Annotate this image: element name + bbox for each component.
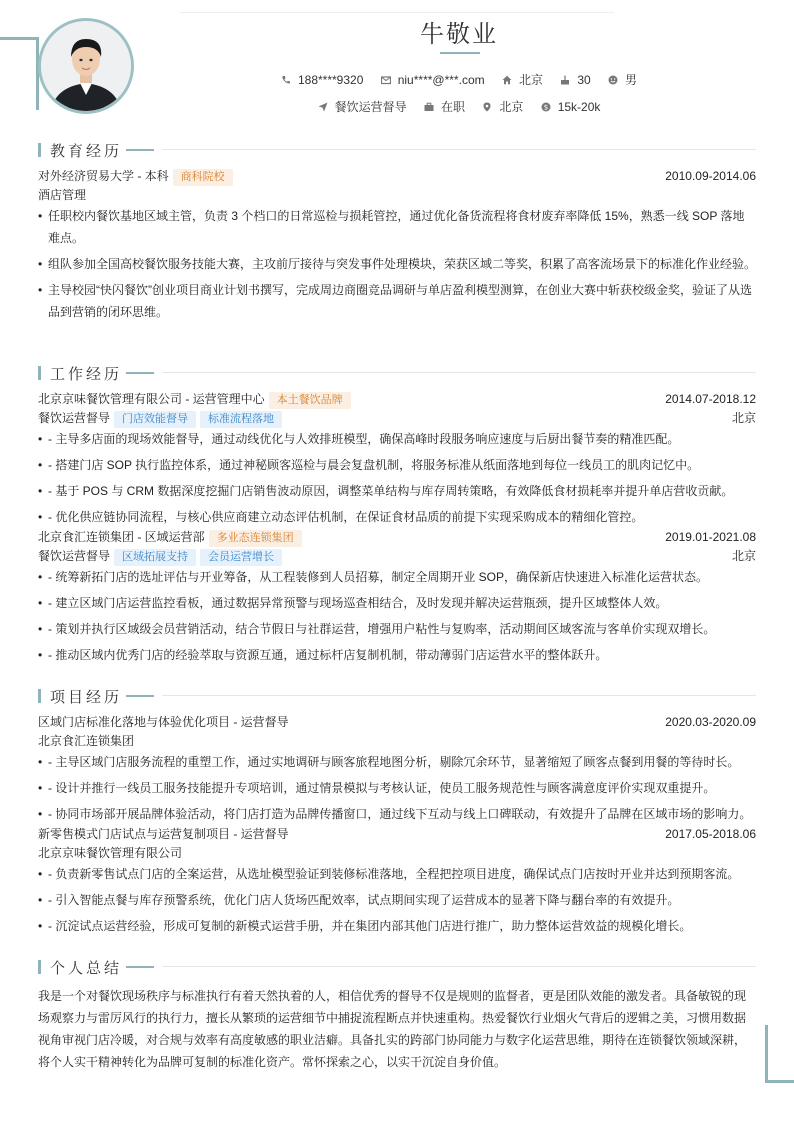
project-header-row <box>38 713 756 732</box>
age-text: 30 <box>577 73 591 87</box>
salary-item <box>541 100 601 114</box>
target-city-text: 北京 <box>499 100 524 114</box>
school-name: 对外经济贸易大学 - 本科 <box>38 169 169 183</box>
list-item: • - 策划并执行区域级会员营销活动，结合节假日与社群运营，增强用户粘性与复购率，活动期间区域客流与客单价实现双增长。 <box>38 618 756 640</box>
top-divider <box>180 12 614 13</box>
project-header-row <box>38 825 756 844</box>
heading-rule <box>162 149 756 150</box>
role-tag: 会员运营增长 <box>200 549 282 566</box>
list-item: • - 主导多店面的现场效能督导，通过动线优化与人效排班模型，确保高峰时段服务响应速度与后厨出餐节奏的精准匹配。 <box>38 428 756 450</box>
project-org: 北京食汇连锁集团 <box>38 734 135 748</box>
role-row <box>38 547 756 566</box>
role-tag: 标准流程落地 <box>200 411 282 428</box>
work-entry <box>38 528 756 666</box>
role-row <box>38 409 756 428</box>
job-intent-row <box>0 98 794 115</box>
role-tag: 区域拓展支持 <box>114 549 196 566</box>
project-org-row <box>38 844 756 863</box>
city-text: 北京 <box>518 73 543 87</box>
project-period: 2020.03-2020.09 <box>665 715 756 729</box>
role-tag: 门店效能督导 <box>114 411 196 428</box>
list-item: • 主导校园“快闪餐饮”创业项目商业计划书撰写，完成周边商圈竞品调研与单店盈利模型测算，在创业大赛中斩获校级金奖，验证了从选品到营销的闭环思维。 <box>38 279 756 323</box>
phone-item <box>281 73 363 87</box>
list-item: • - 主导区域门店服务流程的重塑工作，通过实地调研与顾客旅程地图分析，剔除冗余环节，显著缩短了顾客点餐到用餐的等待时长。 <box>38 751 756 773</box>
work-title: 工作经历 <box>50 366 123 383</box>
project-title: 区域门店标准化落地与体验优化项目 - 运营督导 <box>38 715 289 729</box>
work-period: 2014.07-2018.12 <box>665 392 756 406</box>
status-item <box>424 98 465 115</box>
city-item <box>502 71 543 88</box>
list-item: • - 优化供应链协同流程，与核心供应商建立动态评估机制，在保证食材品质的前提下实现采购成本的精细化管控。 <box>38 506 756 528</box>
heading-bar <box>38 143 41 157</box>
corner-decoration-bottom-right <box>765 1025 794 1083</box>
list-item: • - 沉淀试点运营经验，形成可复制的新模式运营手册，并在集团内部其他门店进行推广，助力整体运营效益的规模化增长。 <box>38 915 756 937</box>
heading-rule <box>162 695 756 696</box>
heading-rule <box>162 966 756 967</box>
location-pin-icon <box>482 102 492 112</box>
role-name: 餐饮运营督导 <box>38 549 111 563</box>
list-item: • - 搭建门店 SOP 执行监控体系，通过神秘顾客巡检与晨会复盘机制，将服务标准从纸面落地到每位一线员工的肌肉记忆中。 <box>38 454 756 476</box>
list-item: • - 引入智能点餐与库存预警系统，优化门店人货场匹配效率，试点期间实现了运营成本的显著下降与翻台率的有效提升。 <box>38 889 756 911</box>
project-entry <box>38 825 756 937</box>
project-org: 北京京味餐饮管理有限公司 <box>38 846 183 860</box>
summary-section <box>38 957 756 1073</box>
role-name: 餐饮运营督导 <box>38 411 111 425</box>
education-header-row <box>38 167 756 186</box>
project-entry <box>38 713 756 825</box>
list-item: • - 统筹新拓门店的选址评估与开业筹备，从工程装修到人员招募，制定全周期开业 SOP，确保新店快速进入标准化运营状态。 <box>38 566 756 588</box>
project-bullets <box>38 751 756 825</box>
heading-bar <box>38 689 41 703</box>
gender-text: 男 <box>625 73 638 87</box>
name-underline <box>440 52 480 54</box>
work-bullets <box>38 566 756 666</box>
email-item <box>381 73 485 87</box>
major-row <box>38 186 756 205</box>
list-item: • - 推动区域内优秀门店的经验萃取与资源互通，通过标杆店复制机制，带动薄弱门店运营水平的整体跃升。 <box>38 644 756 666</box>
school-tag: 商科院校 <box>173 169 233 186</box>
project-period: 2017.05-2018.06 <box>665 827 756 841</box>
heading-bar <box>38 366 41 380</box>
project-title: 新零售模式门店试点与运营复制项目 - 运营督导 <box>38 827 289 841</box>
company-name: 北京食汇连锁集团 - 区域运营部 <box>38 530 205 544</box>
heading-accent-line <box>126 966 154 968</box>
mail-icon <box>381 75 391 85</box>
education-section <box>38 140 756 327</box>
company-name: 北京京味餐饮管理有限公司 - 运营管理中心 <box>38 392 265 406</box>
candidate-name: 牛敬业 <box>420 21 498 48</box>
education-heading <box>38 140 756 160</box>
phone-text: 188****9320 <box>297 73 364 87</box>
company-tag: 本土餐饮品牌 <box>269 392 351 409</box>
projects-title: 项目经历 <box>50 689 123 706</box>
heading-accent-line <box>126 695 154 697</box>
contact-row <box>0 71 794 88</box>
projects-section <box>38 686 756 941</box>
work-header-row <box>38 390 756 409</box>
work-period: 2019.01-2021.08 <box>665 530 756 544</box>
list-item: • 组队参加全国高校餐饮服务技能大赛，主攻前厅接待与突发事件处理模块，荣获区域二等奖，积累了高客流场景下的标准化作业经验。 <box>38 253 756 275</box>
project-org-row <box>38 732 756 751</box>
work-city: 北京 <box>731 549 756 563</box>
heading-accent-line <box>126 149 154 151</box>
list-item: • - 协同市场部开展品牌体验活动，将门店打造为品牌传播窗口，通过线下互动与线上口碑联动，有效提升了品牌在区域市场的影响力。 <box>38 803 756 825</box>
phone-icon <box>281 75 291 85</box>
target-city-item <box>482 98 523 115</box>
work-entry <box>38 390 756 528</box>
salary-text: 15k-20k <box>557 100 601 114</box>
work-bullets <box>38 428 756 528</box>
major-name: 酒店管理 <box>38 188 87 202</box>
cake-icon <box>560 75 570 85</box>
list-item: • 任职校内餐饮基地区域主管，负责 3 个档口的日常巡检与损耗管控，通过优化备货流程将食材废弃率降低 15%，熟悉一线 SOP 落地难点。 <box>38 205 756 249</box>
list-item: • - 基于 POS 与 CRM 数据深度挖掘门店销售波动原因，调整菜单结构与库存周转策略，有效降低食材损耗率并提升单店营收贡献。 <box>38 480 756 502</box>
list-item: • - 负责新零售试点门店的全案运营，从选址模型验证到装修标准落地，全程把控项目进度，确保试点门店按时开业并达到预期客流。 <box>38 863 756 885</box>
job-target-text: 餐饮运营督导 <box>334 100 407 114</box>
project-bullets <box>38 863 756 937</box>
heading-bar <box>38 960 41 974</box>
heading-accent-line <box>126 372 154 374</box>
job-target-item <box>318 98 407 115</box>
education-title: 教育经历 <box>50 143 123 160</box>
home-icon <box>502 75 512 85</box>
list-item: • - 设计并推行一线员工服务技能提升专项培训，通过情景模拟与考核认证，使员工服务规范性与顾客满意度评价实现双重提升。 <box>38 777 756 799</box>
gender-item <box>608 71 637 88</box>
summary-title: 个人总结 <box>50 960 123 977</box>
work-header-row <box>38 528 756 547</box>
coin-icon <box>541 102 551 112</box>
projects-heading <box>38 686 756 706</box>
work-city: 北京 <box>731 411 756 425</box>
education-period: 2010.09-2014.06 <box>665 169 756 183</box>
work-heading <box>38 363 756 383</box>
education-bullets <box>38 205 756 323</box>
status-text: 在职 <box>440 100 465 114</box>
company-tag: 多业态连锁集团 <box>209 530 302 547</box>
summary-text: 我是一个对餐饮现场秩序与标准执行有着天然执着的人，相信优秀的督导不仅是规则的监督者，更是团队效能的激发者。具备敏锐的现场观察力与雷厉风行的执行力，擅长从繁琐的运营细节中捕捉流程断点并快速重构。热爱餐饮行业烟火气背后的逻辑之美，习惯用数据视角审视门店冷暖，对合规与效率有高度敏感的职业洁癖。具备扎实的跨部门协同能力与数字化运营思维，期待在连锁餐饮领域深耕，将个人实干精神转化为品牌可复制的标准化资产。常怀探索之心，以实干沉淀自身价值。 <box>38 989 747 1069</box>
email-text: niu****@***.com <box>397 73 485 87</box>
age-item <box>560 73 590 87</box>
svg-text:$: $ <box>543 103 548 112</box>
list-item: • - 建立区域门店运营监控看板，通过数据异常预警与现场巡查相结合，及时发现并解决运营瓶颈，提升区域整体人效。 <box>38 592 756 614</box>
smile-icon <box>608 75 618 85</box>
heading-rule <box>162 372 756 373</box>
briefcase-icon <box>424 102 434 112</box>
send-icon <box>318 102 328 112</box>
summary-heading <box>38 957 756 977</box>
work-section <box>38 363 756 670</box>
